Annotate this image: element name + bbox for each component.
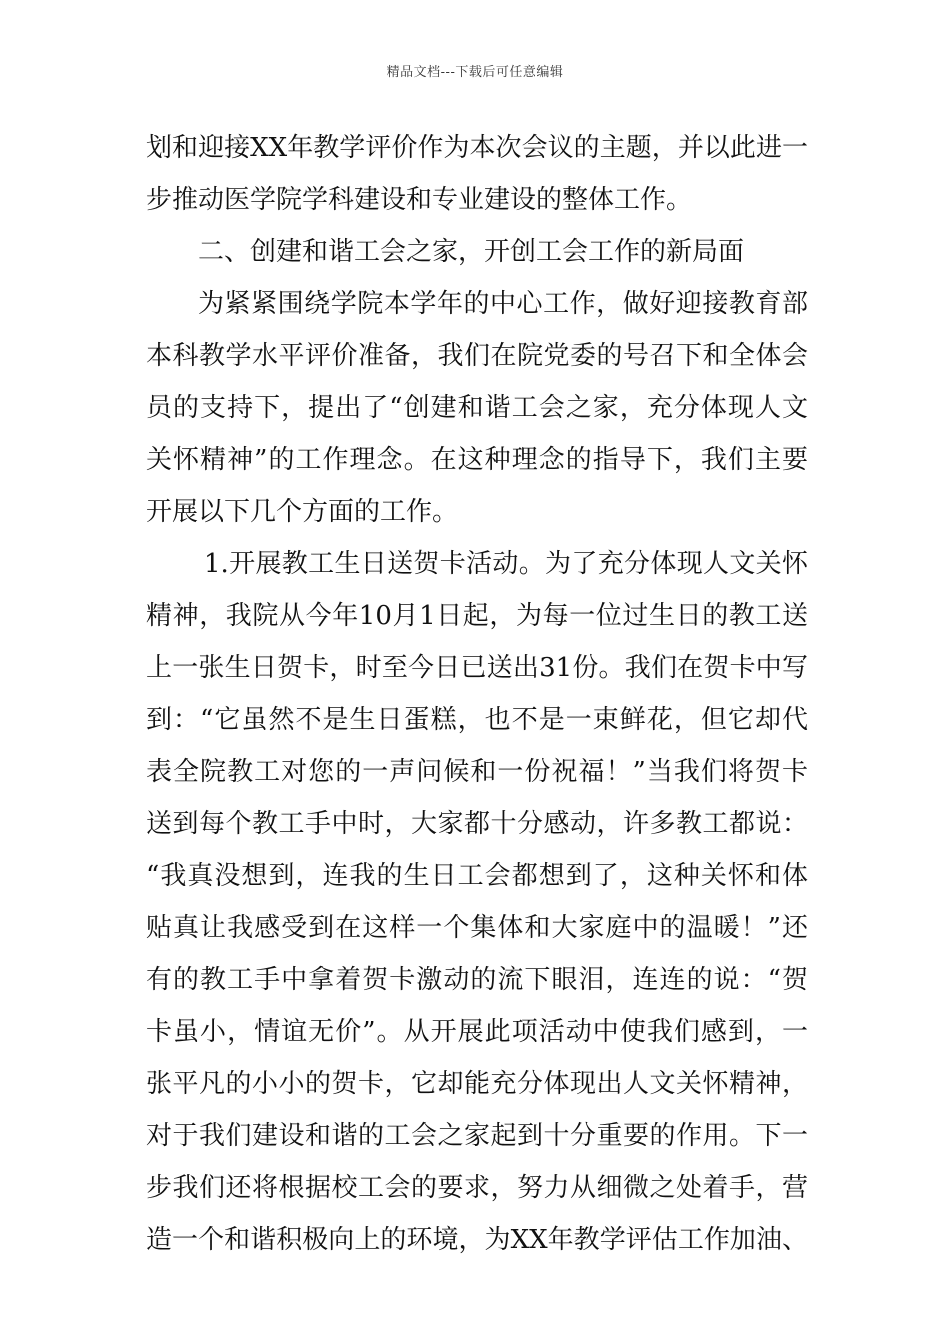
text-line: 步我们还将根据校工会的要求，努力从细微之处着手，营 — [146, 1173, 808, 1203]
text-line: 划和迎接XX年教学评价作为本次会议的主题，并以此进一 — [146, 133, 808, 163]
text-line: 精神，我院从今年10月1日起，为每一位过生日的教工送 — [146, 601, 808, 631]
page-header: 精品文档---下载后可任意编辑 — [386, 65, 564, 80]
text-line: 表全院教工对您的一声问候和一份祝福！”当我们将贺卡 — [146, 757, 808, 787]
text-line: 张平凡的小小的贺卡，它却能充分体现出人文关怀精神， — [146, 1069, 808, 1099]
text-line: 造一个和谐积极向上的环境，为XX年教学评估工作加油、 — [146, 1225, 808, 1255]
text-line: 对于我们建设和谐的工会之家起到十分重要的作用。下一 — [146, 1121, 808, 1151]
text-line: 开展以下几个方面的工作。 — [146, 497, 459, 527]
text-line: “我真没想到，连我的生日工会都想到了，这种关怀和体 — [146, 861, 808, 891]
text-line: 为紧紧围绕学院本学年的中心工作，做好迎接教育部 — [198, 289, 808, 319]
text-line: 送到每个教工手中时，大家都十分感动，许多教工都说： — [146, 809, 808, 839]
document-body — [146, 122, 808, 1266]
text-line: 贴真让我感受到在这样一个集体和大家庭中的温暖！”还 — [146, 913, 808, 943]
text-line: 1.开展教工生日送贺卡活动。为了充分体现人文关怀 — [204, 549, 808, 579]
text-line: 关怀精神”的工作理念。在这种理念的指导下，我们主要 — [146, 445, 808, 475]
text-line: 卡虽小，情谊无价”。从开展此项活动中使我们感到，一 — [146, 1017, 808, 1047]
text-line: 到：“它虽然不是生日蛋糕，也不是一束鲜花，但它却代 — [146, 705, 808, 735]
section-heading: 二、创建和谐工会之家，开创工会工作的新局面 — [198, 237, 745, 267]
text-line: 员的支持下，提出了“创建和谐工会之家，充分体现人文 — [146, 393, 808, 423]
text-line: 有的教工手中拿着贺卡激动的流下眼泪，连连的说：“贺 — [146, 965, 808, 995]
text-line: 步推动医学院学科建设和专业建设的整体工作。 — [146, 185, 693, 215]
text-line: 上一张生日贺卡，时至今日已送出31份。我们在贺卡中写 — [146, 653, 808, 683]
text-line: 本科教学水平评价准备，我们在院党委的号召下和全体会 — [146, 341, 808, 371]
